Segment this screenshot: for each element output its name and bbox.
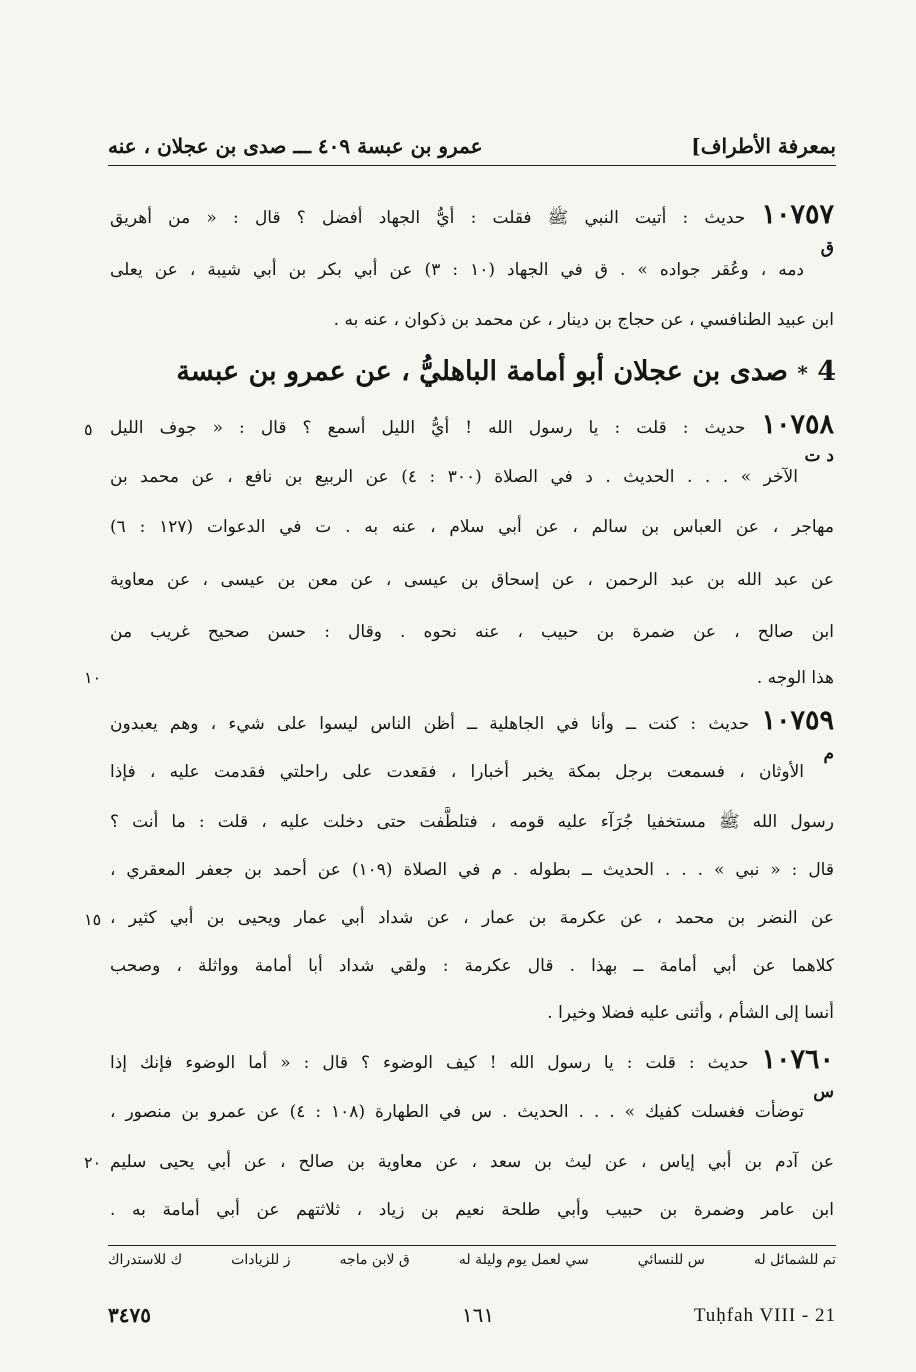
footnote-item: ز للزيادات — [231, 1252, 291, 1268]
entry-10758-line-3: مهاجر ، عن العباس بن سالم ، عن أبي سلام ، عنه به . ت في الدعوات (١٢٧ : ٦) — [110, 517, 834, 537]
margin-line-number: ٢٠ — [84, 1153, 102, 1172]
entry-10758-line-1 — [110, 410, 834, 443]
entry-10757-line-3: ابن عبيد الطنافسي ، عن حجاج بن دينار ، عن محمد بن ذكوان ، عنه به . — [333, 310, 834, 330]
margin-line-number: ١٠ — [84, 668, 102, 687]
footnote-abbreviations — [108, 1252, 836, 1268]
section-title-text: صدى بن عجلان أبو أمامة الباهليُّ ، عن عمرو بن عبسة — [176, 356, 788, 387]
entry-10758-line-2: الآخر » . . . الحديث . د في الصلاة (٣٠٠ : ٤) عن الربيع بن نافع ، عن محمد بن — [110, 467, 798, 487]
entry-text: حديث : قلت : يا رسول الله ! أيُّ الليل أسمع ؟ قال : « جوف الليل — [110, 418, 746, 438]
entry-10759-line-7: أنسا إلى الشأم ، وأثنى عليه فضلا وخيرا . — [547, 1003, 834, 1023]
footnote-item: تم للشمائل له — [753, 1252, 836, 1268]
running-header — [108, 118, 836, 158]
footnote-item: ك للاستدراك — [108, 1252, 183, 1268]
entry-10757-line-2: دمه ، وعُقر جواده » . ق في الجهاد (١٠ : ٣) عن أبي بكر بن أبي شيبة ، عن يعلى — [110, 260, 804, 280]
entry-text: حديث : كنت ــ وأنا في الجاهلية ــ أظن الناس ليسوا على شيء ، وهم يعبدون — [110, 714, 750, 734]
entry-source-code: س — [813, 1082, 834, 1102]
section-code: 4 — [817, 356, 836, 387]
header-title-left: عمرو بن عبسة ٤٠٩ ـــ صدى بن عجلان ، عنه — [108, 134, 483, 158]
entry-10757-line-1 — [110, 200, 834, 233]
footer-code: ٣٤٧٥ — [108, 1303, 151, 1327]
entry-10759-line-6: كلاهما عن أبي أمامة ــ بهذا . قال عكرمة : ولقي شداد أبا أمامة وواثلة ، وصحب — [110, 956, 834, 976]
footnote-rule — [108, 1245, 836, 1246]
entry-10759-line-4: قال : « نبي » . . . الحديث ــ بطوله . م في الصلاة (١٠٩) عن أحمد بن جعفر المعقري ، — [110, 860, 834, 880]
entry-source-code: د ت — [804, 446, 834, 466]
volume-signature: Tuḥfah VIII - 21 — [693, 1305, 836, 1326]
entry-10760-line-4: ابن عامر وضمرة بن حبيب وأبي طلحة نعيم بن زياد ، ثلاثتهم عن أبي أمامة به . — [110, 1200, 834, 1220]
footnote-item: سي لعمل يوم وليلة له — [458, 1252, 589, 1268]
entry-10758-line-6: هذا الوجه . — [756, 668, 834, 688]
entry-10758-line-5: ابن صالح ، عن ضمرة بن حبيب ، عنه نحوه . وقال : حسن صحيح غريب من — [110, 622, 834, 642]
entry-10759-line-2: الأوثان ، فسمعت برجل بمكة يخبر أخبارا ، فقعدت على راحلتي فقدمت عليه ، فإذا — [110, 762, 804, 782]
entry-10759-line-5: عن النضر بن محمد ، عن عكرمة بن عمار ، عن شداد أبي عمار ويحيى بن أبي كثير ، — [110, 908, 834, 928]
entry-10760-line-2: توضأت فغسلت كفيك » . . . الحديث . س في الطهارة (١٠٨ : ٤) عن عمرو بن منصور ، — [110, 1102, 804, 1122]
section-title — [176, 352, 836, 393]
page-footer — [108, 1303, 836, 1333]
entry-number: ١٠٧٥٩ — [761, 706, 834, 736]
entry-number: ١٠٧٥٨ — [761, 410, 834, 440]
footnote-item: ق لابن ماجه — [339, 1252, 410, 1268]
entry-text: حديث : قلت : يا رسول الله ! كيف الوضوء ؟ قال : « أما الوضوء فإنك إذا — [110, 1053, 749, 1073]
entry-10760-line-1 — [110, 1045, 834, 1078]
entry-number: ١٠٧٥٧ — [761, 200, 834, 230]
margin-line-number: ٥ — [84, 420, 93, 439]
margin-line-number: ١٥ — [84, 910, 102, 929]
entry-10759-line-3: رسول الله ﷺ مستخفيا جُرَآء عليه قومه ، فتلطَّفت حتى دخلت عليه ، قلت : ما أنت ؟ — [110, 812, 834, 832]
footnote-item: س للنسائي — [637, 1252, 705, 1268]
entry-text: حديث : أتيت النبي ﷺ فقلت : أيُّ الجهاد أفضل ؟ قال : « من أهريق — [110, 208, 746, 228]
entry-source-code: ق — [820, 238, 834, 258]
entry-10760-line-3: عن آدم بن أبي إياس ، عن ليث بن سعد ، عن معاوية بن صالح ، عن أبي يحيى سليم — [110, 1152, 834, 1172]
section-star: * — [797, 361, 808, 385]
page-number: ١٦١ — [461, 1303, 495, 1327]
entry-10758-line-4: عن عبد الله بن عبد الرحمن ، عن إسحاق بن عيسى ، عن معن بن عيسى ، عن معاوية — [110, 570, 834, 590]
entry-10759-line-1 — [110, 706, 834, 739]
entry-source-code: م — [823, 744, 834, 764]
header-title-right: بمعرفة الأطراف] — [691, 134, 836, 158]
entry-number: ١٠٧٦٠ — [761, 1045, 834, 1075]
header-rule — [108, 165, 836, 166]
